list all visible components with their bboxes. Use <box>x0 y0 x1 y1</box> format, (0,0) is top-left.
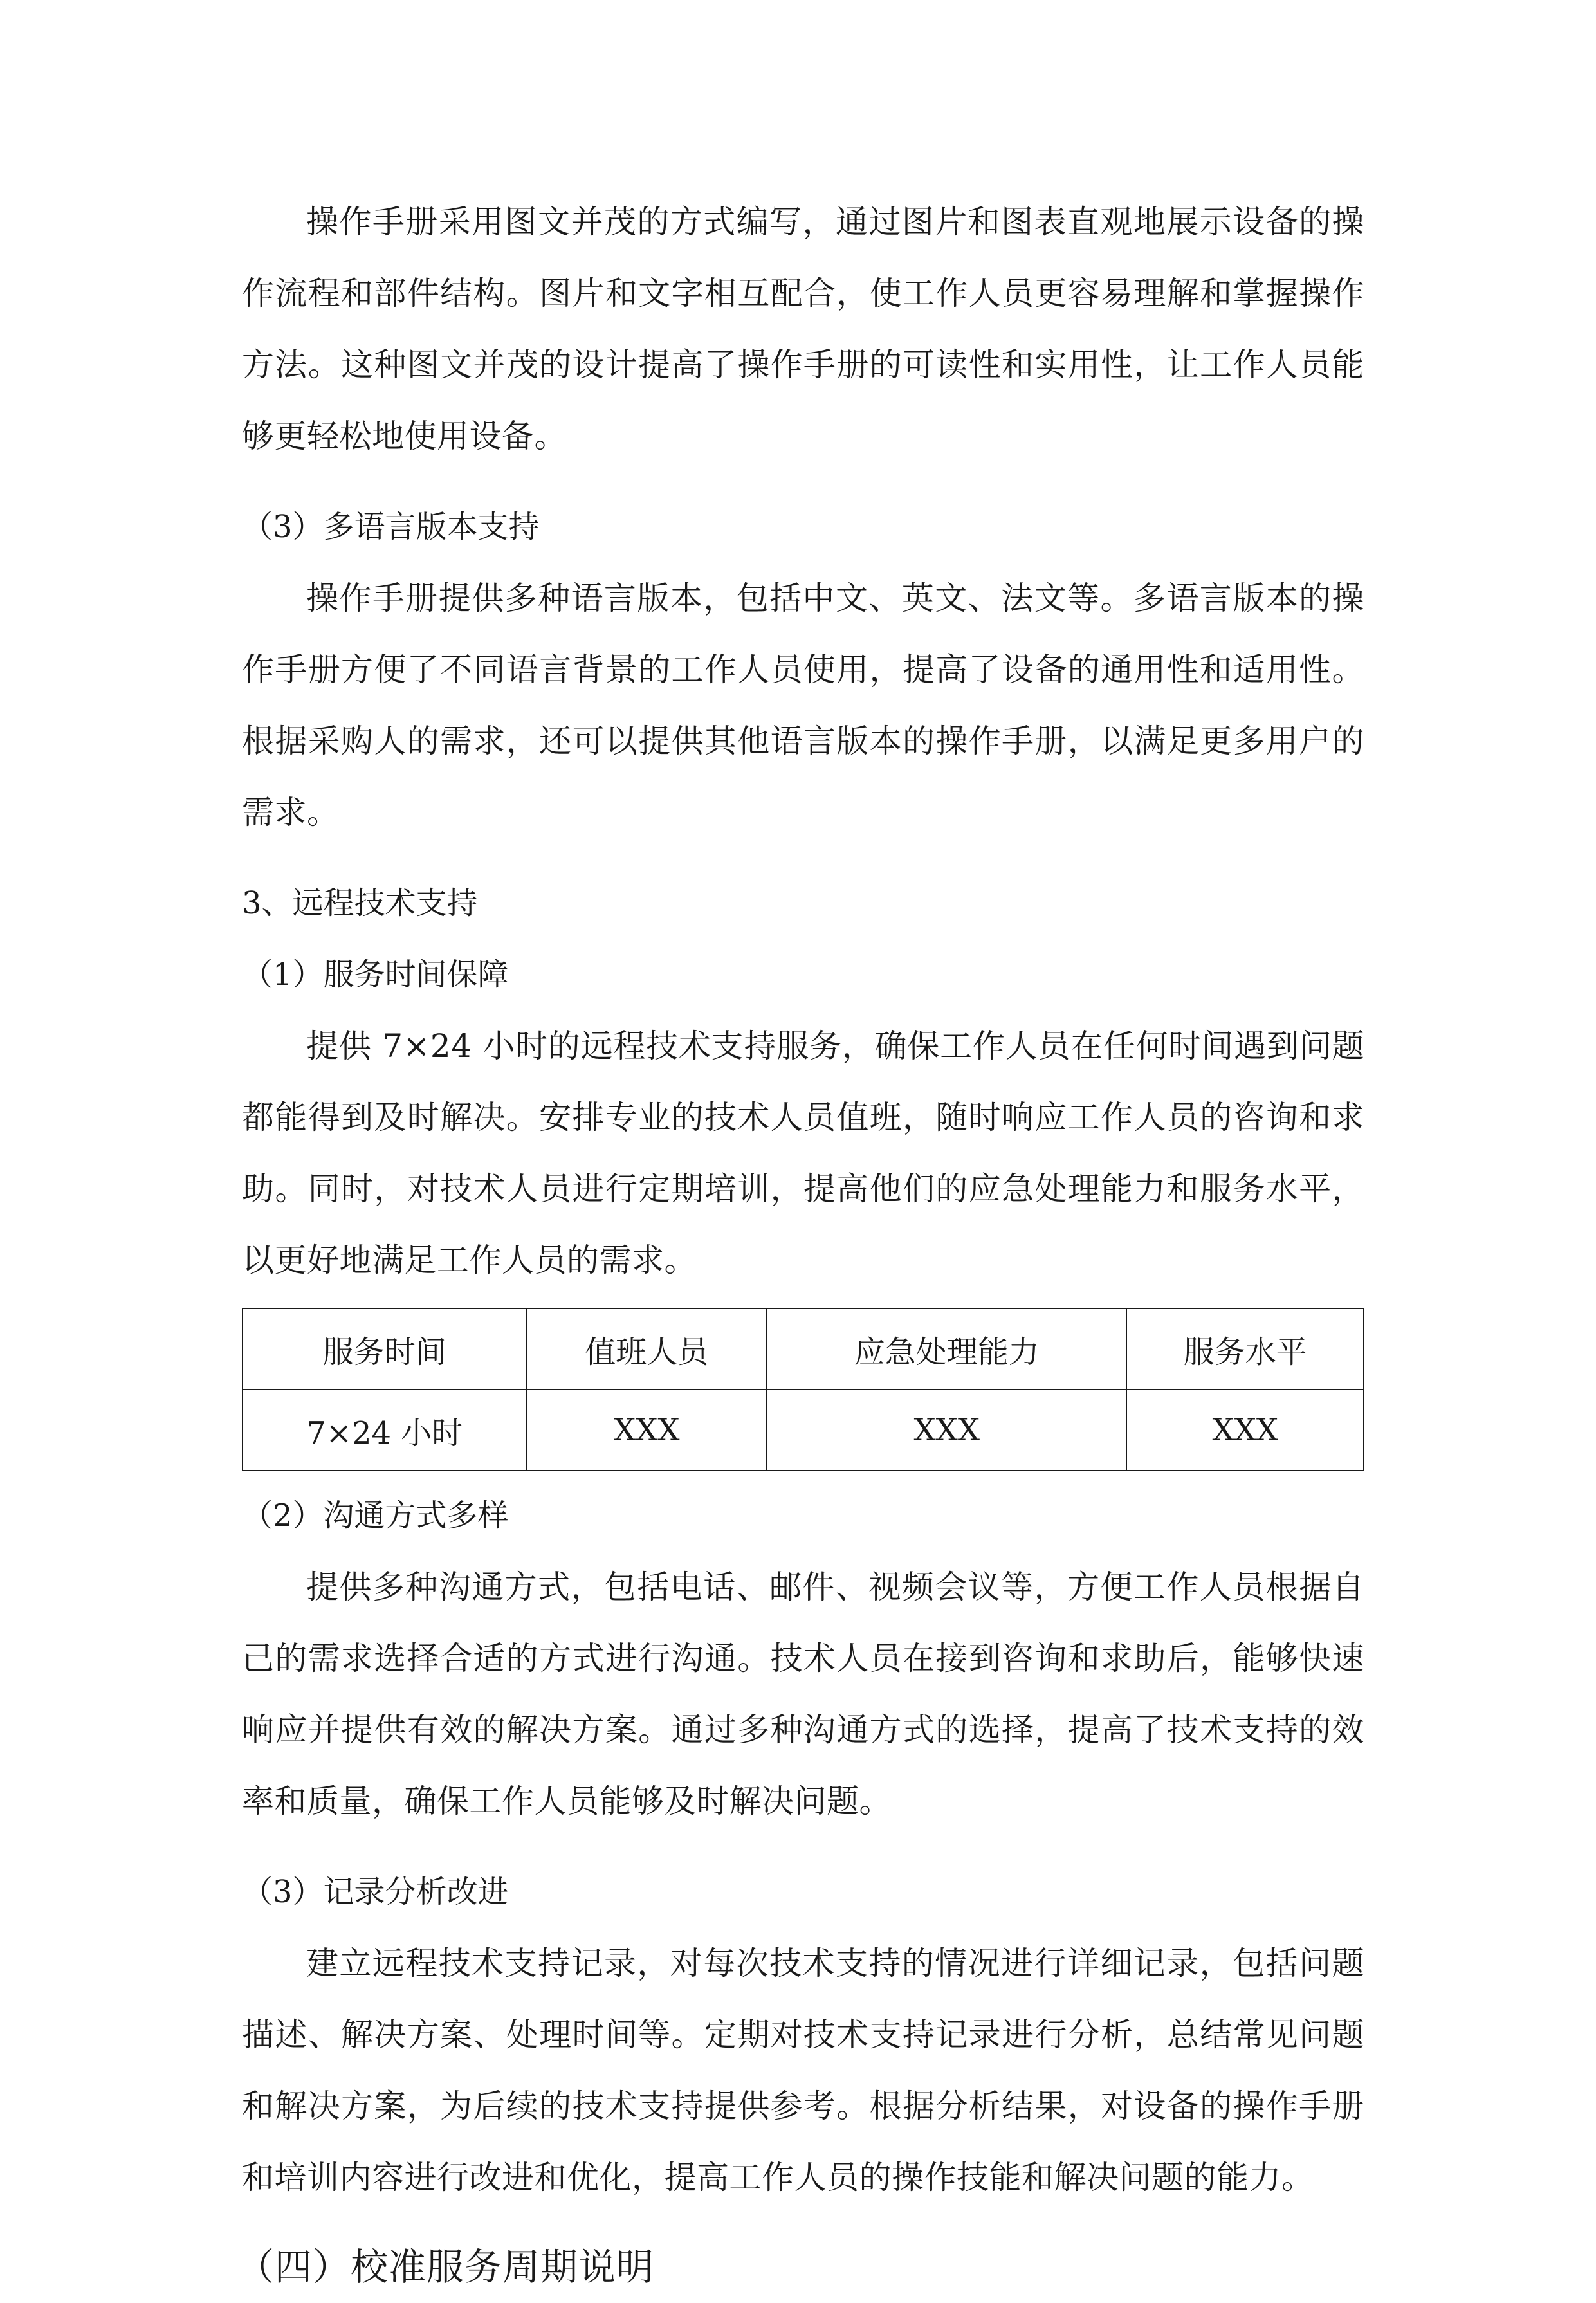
table-cell: XXX <box>767 1390 1126 1471</box>
spacer <box>242 472 1364 491</box>
table-cell: 7×24 小时 <box>243 1390 527 1471</box>
spacer <box>242 2214 1364 2232</box>
communication-paragraph: 提供多种沟通方式，包括电话、邮件、视频会议等，方便工作人员根据自己的需求选择合适的方式进行沟通。技术人员在接到咨询和求助后，能够快速响应并提供有效的解决方案。通过多种沟通方式的选择，提高了技术支持的效率和质量，确保工作人员能够及时解决问题。 <box>242 1568 1364 1820</box>
calibration-section-title: （四）校准服务周期说明 <box>237 2245 655 2289</box>
communication-heading: （2）沟通方式多样 <box>242 1498 509 1534</box>
service-time-heading: （1）服务时间保障 <box>242 957 509 993</box>
intro-paragraph: 操作手册采用图文并茂的方式编写，通过图片和图表直观地展示设备的操作流程和部件结构。图片和文字相互配合，使工作人员更容易理解和掌握操作方法。这种图文并茂的设计提高了操作手册的可读性和实用性，让工作人员能够更轻松地使用设备。 <box>242 203 1364 455</box>
table-cell: XXX <box>527 1390 767 1471</box>
table-header-row <box>243 1308 1364 1390</box>
table-header-cell: 值班人员 <box>527 1308 767 1390</box>
records-heading: （3）记录分析改进 <box>242 1874 509 1910</box>
multilang-paragraph: 操作手册提供多种语言版本，包括中文、英文、法文等。多语言版本的操作手册方便了不同语言背景的工作人员使用，提高了设备的通用性和适用性。根据采购人的需求，还可以提供其他语言版本的操作手册，以满足更多用户的需求。 <box>242 580 1364 831</box>
table-cell: XXX <box>1126 1390 1364 1471</box>
table-header-cell: 服务时间 <box>243 1308 527 1390</box>
table-header-cell: 服务水平 <box>1126 1308 1364 1390</box>
document-body <box>237 187 1364 2303</box>
service-time-paragraph: 提供 7×24 小时的远程技术支持服务，确保工作人员在任何时间遇到问题都能得到及时解决。安排专业的技术人员值班，随时响应工作人员的咨询和求助。同时，对技术人员进行定期培训，提高他们的应急处理能力和服务水平，以更好地满足工作人员的需求。 <box>242 1027 1364 1279</box>
remote-support-heading: 3、远程技术支持 <box>242 885 478 921</box>
spacer <box>242 1837 1364 1857</box>
multilang-heading: （3）多语言版本支持 <box>242 509 540 545</box>
records-paragraph: 建立远程技术支持记录，对每次技术支持的情况进行详细记录，包括问题描述、解决方案、处理时间等。定期对技术支持记录进行分析，总结常见问题和解决方案，为后续的技术支持提供参考。根据分析结果，对设备的操作手册和培训内容进行改进和优化，提高工作人员的操作技能和解决问题的能力。 <box>242 1945 1364 2196</box>
table-row <box>243 1390 1364 1471</box>
spacer <box>242 849 1364 868</box>
table-header-cell: 应急处理能力 <box>767 1308 1126 1390</box>
service-table <box>242 1308 1364 1471</box>
